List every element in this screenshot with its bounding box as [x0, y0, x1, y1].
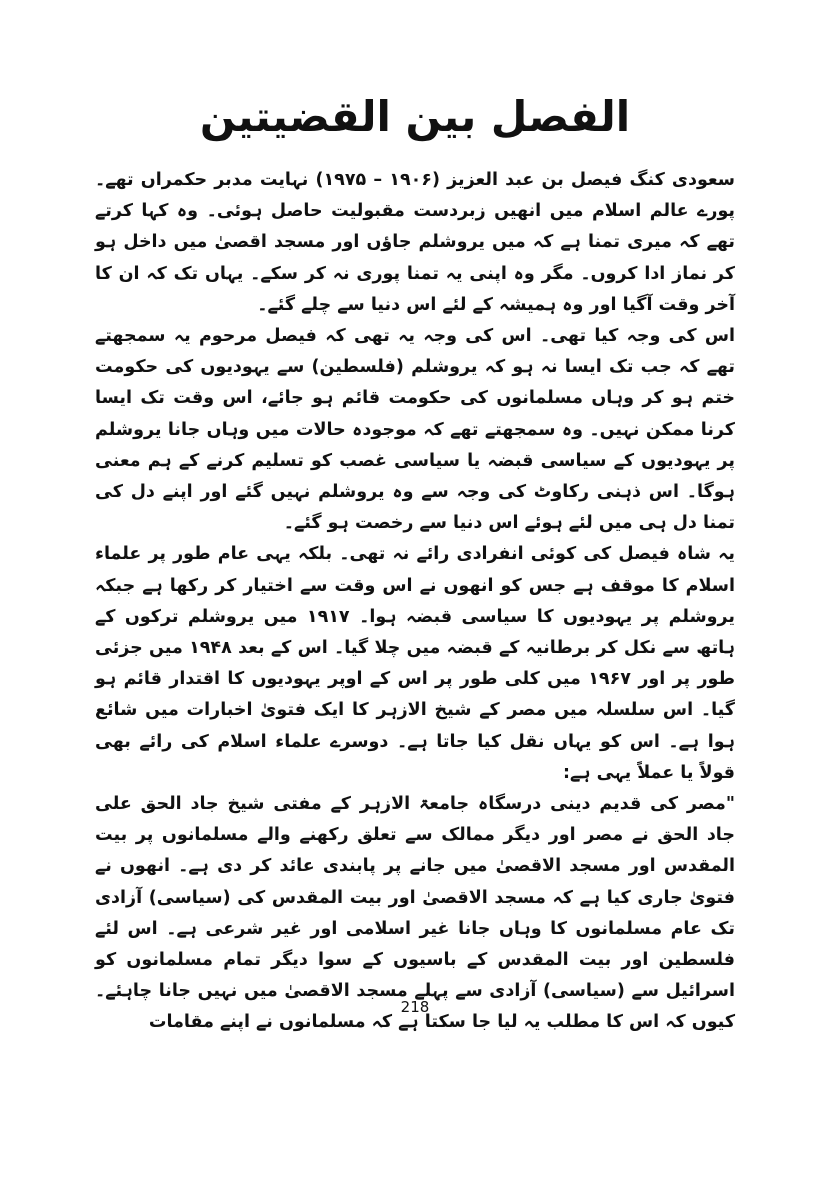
document-body	[95, 165, 735, 1039]
page-number: 218	[400, 998, 430, 1016]
paragraph-1: سعودی کنگ فیصل بن عبد العزیز (۱۹۰۶ – ۱۹۷۵) نہایت مدبر حکمراں تھے۔ پورے عالم اسلام میں انھیں زبردست مقبولیت حاصل ہوئی۔ وہ کہا کرتے تھے کہ میری تمنا ہے کہ میں یروشلم جاؤں اور مسجد اقصیٰ میں داخل ہو کر نماز ادا کروں۔ مگر وہ اپنی یہ تمنا پوری نہ کر سکے۔ یہاں تک کہ ان کا آخر وقت آگیا اور وہ ہمیشہ کے لئے اس دنیا سے چلے گئے۔	[95, 170, 735, 315]
paragraph-3: یہ شاہ فیصل کی کوئی انفرادی رائے نہ تھی۔ بلکہ یہی عام طور پر علماء اسلام کا موقف ہے جس کو انھوں نے اس وقت سے اختیار کر رکھا ہے جبکہ یروشلم پر یہودیوں کا سیاسی قبضہ ہوا۔ ۱۹۱۷ میں یروشلم ترکوں کے ہاتھ سے نکل کر برطانیہ کے قبضہ میں چلا گیا۔ اس کے بعد ۱۹۴۸ میں جزئی طور پر اور ۱۹۶۷ میں کلی طور پر اس کے اوپر یہودیوں کا اقتدار قائم ہو گیا۔ اس سلسلہ میں مصر کے شیخ الازہر کا ایک فتویٰ اخبارات میں شائع ہوا ہے۔ اس کو یہاں نقل کیا جاتا ہے۔ دوسرے علماء اسلام کی رائے بھی قولاً یا عملاً یہی ہے:	[95, 544, 736, 783]
page-title: الفصل بين القضيتين	[199, 92, 631, 141]
paragraph-2: اس کی وجہ کیا تھی۔ اس کی وجہ یہ تھی کہ فیصل مرحوم یہ سمجھتے تھے کہ جب تک ایسا نہ ہو کہ یروشلم (فلسطین) سے یہودیوں کی حکومت ختم ہو کر وہاں مسلمانوں کی حکومت قائم ہو جائے، اس وقت تک ایسا کرنا ممکن نہیں۔ وہ سمجھتے تھے کہ موجودہ حالات میں وہاں جانا یروشلم پر یہودیوں کے سیاسی قبضہ یا سیاسی غصب کو تسلیم کرنے کے ہم معنی ہوگا۔ اس ذہنی رکاوٹ کی وجہ سے وہ یروشلم نہیں گئے اور اپنے دل کی تمنا دل ہی میں لئے ہوئے اس دنیا سے رخصت ہو گئے۔	[95, 326, 735, 534]
paragraph-4-quote: "مصر کی قدیم دینی درسگاہ جامعۃ الازہر کے مفتی شیخ جاد الحق علی جاد الحق نے مصر اور دیگر ممالک سے تعلق رکھنے والے مسلمانوں پر بیت المقدس اور مسجد الاقصیٰ میں جانے پر پابندی عائد کر دی ہے۔ انھوں نے فتویٰ جاری کیا ہے کہ مسجد الاقصیٰ اور بیت المقدس کی (سیاسی) آزادی تک عام مسلمانوں کا وہاں جانا غیر اسلامی اور غیر شرعی ہے۔ اس لئے فلسطین اور بیت المقدس کے باسیوں کے سوا دیگر تمام مسلمانوں کو اسرائیل سے (سیاسی) آزادی سے پہلے مسجد الاقصیٰ میں نہیں جانا چاہئے۔ کیوں کہ اس کا مطلب یہ لیا جا سکتا ہے کہ مسلمانوں نے اپنے مقامات	[95, 794, 735, 1033]
